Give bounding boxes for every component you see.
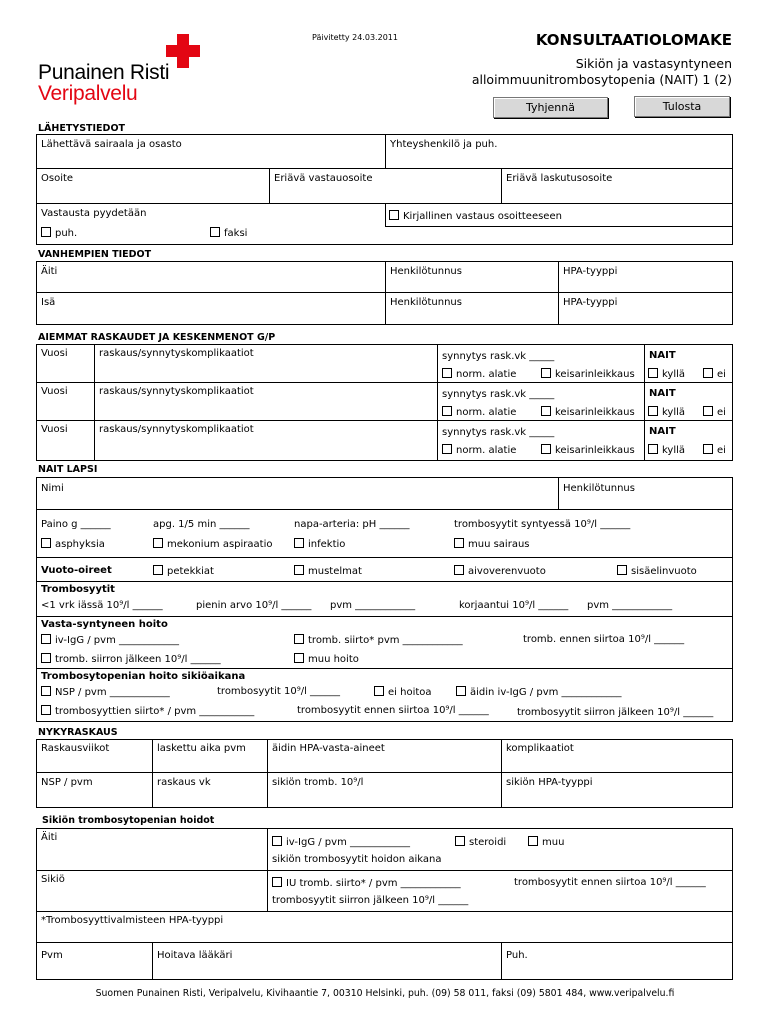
checkbox-icon[interactable] xyxy=(41,686,51,696)
field-fetal-before[interactable]: trombosyytit ennen siirtoa 10⁹/l ______ xyxy=(297,705,489,716)
label-platelets: Trombosyytit xyxy=(41,584,115,595)
checkbox-other-treatment[interactable]: muu hoito xyxy=(294,653,359,665)
checkbox-other[interactable]: muu xyxy=(528,836,564,848)
form-subtitle-2: alloimmuunitrombosytopenia (NAIT) 1 (2) xyxy=(471,72,732,87)
checkbox-icon[interactable] xyxy=(442,406,452,416)
checkbox-petechiae[interactable]: petekkiat xyxy=(153,565,214,577)
clear-button[interactable]: Tyhjennä xyxy=(493,97,608,118)
checkbox-icon[interactable] xyxy=(528,836,538,846)
field-address[interactable]: Osoite xyxy=(41,173,74,184)
field-nsp-date[interactable]: NSP / pvm xyxy=(41,777,93,788)
checkbox-nait-yes[interactable]: kyllä xyxy=(648,368,685,380)
field-reply-requested: Vastausta pyydetään xyxy=(41,208,147,219)
checkbox-plt-transfusion[interactable]: tromb. siirto* pvm ____________ xyxy=(294,634,463,646)
field-sending-hospital[interactable]: Lähettävä sairaala ja osasto xyxy=(41,139,182,150)
field-sign-date[interactable]: Pvm xyxy=(41,950,63,961)
field-ph[interactable]: napa-arteria: pH ______ xyxy=(294,519,410,530)
field-weight[interactable]: Paino g ______ xyxy=(41,519,111,530)
field-gest-weeks[interactable]: Raskausviikot xyxy=(41,743,110,754)
checkbox-icon[interactable] xyxy=(703,368,713,378)
field-plt-1day[interactable]: <1 vrk iässä 10⁹/l ______ xyxy=(41,600,163,611)
checkbox-meconium[interactable]: mekonium aspiraatio xyxy=(153,538,272,550)
field-mother[interactable]: Äiti xyxy=(41,266,58,277)
logo-sub-name: Veripalvelu xyxy=(38,82,138,105)
field-plt-corrected-date[interactable]: pvm ____________ xyxy=(587,600,673,611)
field-doctor[interactable]: Hoitava lääkäri xyxy=(157,950,233,961)
checkbox-nsp[interactable]: NSP / pvm ____________ xyxy=(41,686,170,698)
checkbox-icon[interactable] xyxy=(648,368,658,378)
checkbox-no-treatment[interactable]: ei hoitoa xyxy=(374,686,432,698)
section-parents: VANHEMPIEN TIEDOT xyxy=(38,249,152,260)
field-complications[interactable]: komplikaatiot xyxy=(506,743,574,754)
field-father-hpa[interactable]: HPA-tyyppi xyxy=(563,297,618,308)
checkbox-infection[interactable]: infektio xyxy=(294,538,345,550)
checkbox-asphyxia[interactable]: asphyksia xyxy=(41,538,105,550)
checkbox-icon[interactable] xyxy=(455,836,465,846)
field-iu-plt-after[interactable]: trombosyytit siirron jälkeen 10⁹/l ______ xyxy=(272,895,469,906)
red-cross-logo xyxy=(166,34,200,68)
checkbox-icon[interactable] xyxy=(41,653,51,663)
prev-preg-complications[interactable]: raskaus/synnytyskomplikaatiot xyxy=(99,348,254,359)
checkbox-nait-yes[interactable]: kyllä xyxy=(648,444,685,456)
checkbox-normal-birth[interactable]: norm. alatie xyxy=(442,444,516,456)
checkbox-icon[interactable] xyxy=(294,634,304,644)
checkbox-icon[interactable] xyxy=(41,538,51,548)
field-mother-hpa-ab[interactable]: äidin HPA-vasta-aineet xyxy=(272,743,385,754)
field-mother-hpa[interactable]: HPA-tyyppi xyxy=(563,266,618,277)
checkbox-icon[interactable] xyxy=(703,406,713,416)
checkbox-icon[interactable] xyxy=(456,686,466,696)
checkbox-mother-ivig-date[interactable]: iv-IgG / pvm ____________ xyxy=(272,836,410,848)
field-due-date[interactable]: laskettu aika pvm xyxy=(157,743,246,754)
checkbox-icon[interactable] xyxy=(153,565,163,575)
logo-org-name: Punainen Risti xyxy=(38,61,170,84)
field-plt-corrected[interactable]: korjaantui 10⁹/l ______ xyxy=(459,600,569,611)
field-fetal-plt[interactable]: trombosyytit 10⁹/l ______ xyxy=(217,686,341,697)
section-fetal-treatments: Sikiön trombosytopenian hoidot xyxy=(42,815,215,826)
checkbox-icon[interactable] xyxy=(648,444,658,454)
checkbox-icon[interactable] xyxy=(648,406,658,416)
field-doctor-phone[interactable]: Puh. xyxy=(506,950,528,961)
field-fetal-hpa[interactable]: sikiön HPA-tyyppi xyxy=(506,777,593,788)
updated-date: Päivitetty 24.03.2011 xyxy=(312,33,398,42)
field-donor-hpa[interactable]: *Trombosyyttivalmisteen HPA-tyyppi xyxy=(41,915,224,926)
field-plt-lowest-date[interactable]: pvm ____________ xyxy=(330,600,416,611)
field-diff-recipient[interactable]: Eriävä vastauosoite xyxy=(274,173,373,184)
prev-preg-nait-label: NAIT xyxy=(649,426,676,437)
prev-preg-nait-label: NAIT xyxy=(649,388,676,399)
field-child-ssn[interactable]: Henkilötunnus xyxy=(563,483,635,494)
checkbox-icon[interactable] xyxy=(41,227,51,237)
checkbox-icon[interactable] xyxy=(272,877,282,887)
field-diff-billing[interactable]: Eriävä laskutusosoite xyxy=(506,173,613,184)
checkbox-icon[interactable] xyxy=(41,634,51,644)
label-bleeding: Vuoto-oireet xyxy=(41,565,112,576)
checkbox-iu-transfusion[interactable]: IU tromb. siirto* / pvm ____________ xyxy=(272,877,461,889)
prev-preg-birth-week[interactable]: synnytys rask.vk _____ xyxy=(442,427,555,438)
checkbox-icon[interactable] xyxy=(294,538,304,548)
checkbox-csection[interactable]: keisarinleikkaus xyxy=(541,444,635,456)
checkbox-icon[interactable] xyxy=(272,836,282,846)
checkbox-fetal-transfusion[interactable]: trombosyyttien siirto* / pvm ___________ xyxy=(41,705,254,717)
checkbox-internal-bleed[interactable]: sisäelinvuoto xyxy=(617,565,697,577)
checkbox-bruises[interactable]: mustelmat xyxy=(294,565,362,577)
checkbox-nait-no[interactable]: ei xyxy=(703,444,726,456)
field-gest-week[interactable]: raskaus vk xyxy=(157,777,211,788)
field-plt-birth[interactable]: trombosyytit syntyessä 10⁹/l ______ xyxy=(454,519,631,530)
checkbox-steroid[interactable]: steroidi xyxy=(455,836,506,848)
checkbox-icon[interactable] xyxy=(210,227,220,237)
checkbox-icon[interactable] xyxy=(374,686,384,696)
field-fetal-after[interactable]: trombosyytit siirron jälkeen 10⁹/l ______ xyxy=(517,707,714,718)
print-button[interactable]: Tulosta xyxy=(634,96,730,117)
red-cross-horizontal xyxy=(166,45,200,57)
field-father[interactable]: Isä xyxy=(41,297,56,308)
prev-preg-year[interactable]: Vuosi xyxy=(41,424,68,435)
section-previous-pregnancies: AIEMMAT RASKAUDET JA KESKENMENOT G/P xyxy=(38,332,276,343)
checkbox-icon[interactable] xyxy=(541,406,551,416)
checkbox-icon[interactable] xyxy=(442,444,452,454)
field-apgar[interactable]: apg. 1/5 min ______ xyxy=(153,519,250,530)
field-child-name[interactable]: Nimi xyxy=(41,483,64,494)
checkbox-icon[interactable] xyxy=(541,368,551,378)
checkbox-other-disease[interactable]: muu sairaus xyxy=(454,538,530,550)
checkbox-brain-bleed[interactable]: aivoverenvuoto xyxy=(454,565,546,577)
prev-preg-year[interactable]: Vuosi xyxy=(41,386,68,397)
checkbox-ivig[interactable]: iv-IgG / pvm ____________ xyxy=(41,634,179,646)
checkbox-csection[interactable]: keisarinleikkaus xyxy=(541,368,635,380)
field-father-ssn[interactable]: Henkilötunnus xyxy=(390,297,462,308)
checkbox-icon[interactable] xyxy=(153,538,163,548)
section-current-pregnancy: NYKYRASKAUS xyxy=(38,727,118,738)
prev-preg-birth-week[interactable]: synnytys rask.vk _____ xyxy=(442,389,555,400)
checkbox-plt-after[interactable]: tromb. siirron jälkeen 10⁹/l ______ xyxy=(41,653,221,665)
checkbox-icon[interactable] xyxy=(454,565,464,575)
field-contact[interactable]: Yhteyshenkilö ja puh. xyxy=(390,139,498,150)
field-fetal-plt-during[interactable]: sikiön trombosyytit hoidon aikana xyxy=(272,854,442,865)
checkbox-icon[interactable] xyxy=(541,444,551,454)
checkbox-icon[interactable] xyxy=(294,565,304,575)
prev-preg-complications[interactable]: raskaus/synnytyskomplikaatiot xyxy=(99,424,254,435)
checkbox-icon[interactable] xyxy=(442,368,452,378)
section-referral: LÄHETYSTIEDOT xyxy=(38,123,125,134)
label-fetal-treatment: Trombosytopenian hoito sikiöaikana xyxy=(41,671,246,682)
label-fetus: Sikiö xyxy=(41,874,65,885)
checkbox-nait-no[interactable]: ei xyxy=(703,406,726,418)
field-mother-ssn[interactable]: Henkilötunnus xyxy=(390,266,462,277)
checkbox-fax[interactable]: faksi xyxy=(210,227,247,239)
form-subtitle-1: Sikiön ja vastasyntyneen xyxy=(575,56,732,71)
prev-preg-nait-label: NAIT xyxy=(649,350,676,361)
checkbox-nait-no[interactable]: ei xyxy=(703,368,726,380)
checkbox-normal-birth[interactable]: norm. alatie xyxy=(442,406,516,418)
prev-preg-complications[interactable]: raskaus/synnytyskomplikaatiot xyxy=(99,386,254,397)
field-iu-plt-before[interactable]: trombosyytit ennen siirtoa 10⁹/l ______ xyxy=(514,877,706,888)
footer-address: Suomen Punainen Risti, Veripalvelu, Kivihaantie 7, 00310 Helsinki, puh. (09) 58 011, faksi (09) 5801 484, www.veripalvelu.fi xyxy=(95,988,675,999)
checkbox-phone[interactable]: puh. xyxy=(41,227,77,239)
checkbox-icon[interactable] xyxy=(617,565,627,575)
checkbox-csection[interactable]: keisarinleikkaus xyxy=(541,406,635,418)
checkbox-icon[interactable] xyxy=(41,705,51,715)
checkbox-normal-birth[interactable]: norm. alatie xyxy=(442,368,516,380)
field-fetal-plt-count[interactable]: sikiön tromb. 10⁹/l xyxy=(272,777,364,788)
section-nait-child: NAIT LAPSI xyxy=(38,464,98,475)
form-title: KONSULTAATIOLOMAKE xyxy=(535,31,732,49)
prev-preg-year[interactable]: Vuosi xyxy=(41,348,68,359)
checkbox-icon[interactable] xyxy=(703,444,713,454)
checkbox-written-reply[interactable]: Kirjallinen vastaus osoitteeseen xyxy=(389,210,562,222)
checkbox-nait-yes[interactable]: kyllä xyxy=(648,406,685,418)
checkbox-icon[interactable] xyxy=(294,653,304,663)
checkbox-icon[interactable] xyxy=(389,210,399,220)
checkbox-icon[interactable] xyxy=(454,538,464,548)
field-plt-lowest[interactable]: pienin arvo 10⁹/l ______ xyxy=(196,600,312,611)
prev-preg-birth-week[interactable]: synnytys rask.vk _____ xyxy=(442,351,555,362)
label-fetal-mother: Äiti xyxy=(41,832,58,843)
checkbox-mother-ivig[interactable]: äidin iv-IgG / pvm ____________ xyxy=(456,686,622,698)
field-plt-before[interactable]: tromb. ennen siirtoa 10⁹/l ______ xyxy=(523,634,685,645)
label-newborn-treatment: Vasta-syntyneen hoito xyxy=(41,619,168,630)
